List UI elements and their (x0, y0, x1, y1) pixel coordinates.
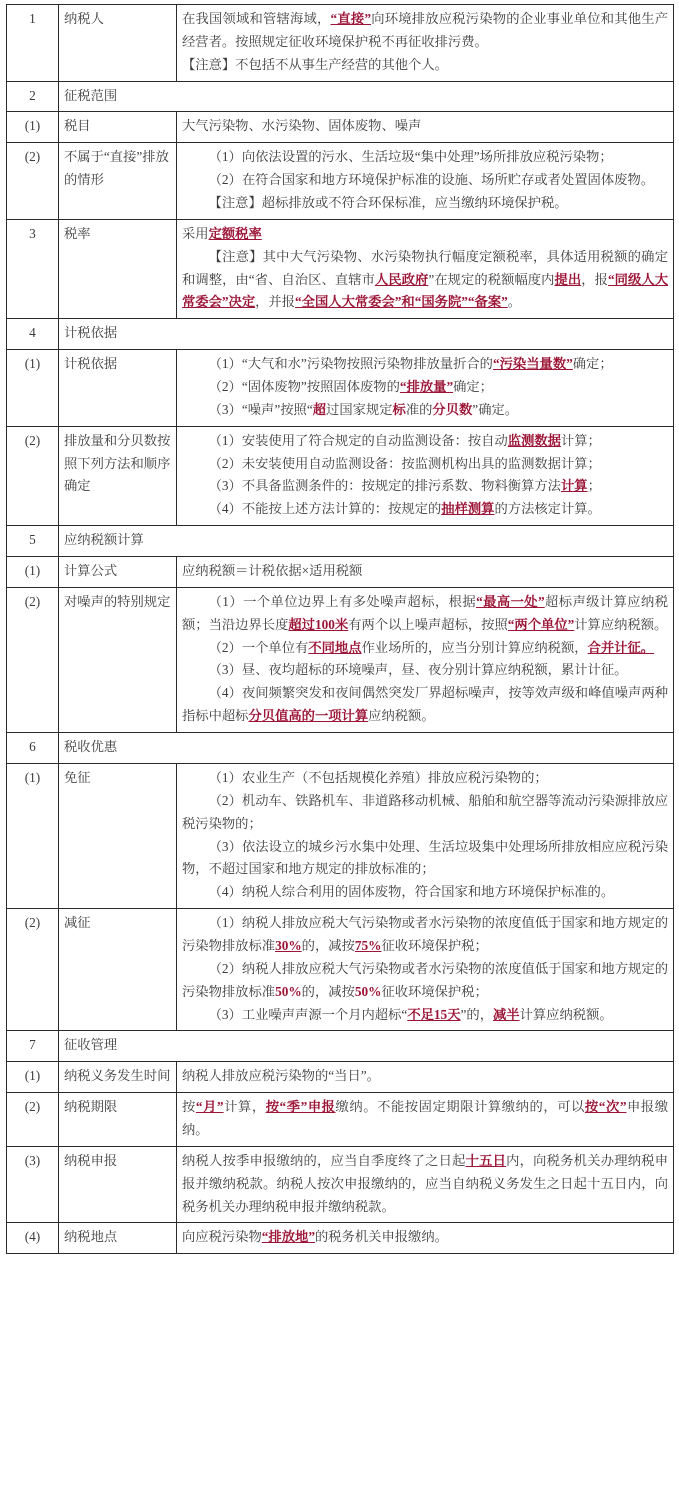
row-content-cell (177, 763, 674, 908)
body-text: （2）纳税人排放应税大气污染物或者水污染物的浓度值低于国家和地方规定的污染物排放标准 (182, 960, 668, 999)
row-label-cell: 纳税人 (59, 5, 177, 82)
content-paragraph (182, 637, 668, 660)
content-paragraph (182, 881, 668, 904)
table-row (7, 426, 674, 525)
row-number-cell: 1 (7, 5, 59, 82)
table-row (7, 1093, 674, 1147)
row-number-cell: (2) (7, 143, 59, 220)
content-paragraph (182, 560, 668, 583)
table-row (7, 587, 674, 732)
table-row (7, 763, 674, 908)
body-text: （1）纳税人排放应税大气污染物或者水污染物的浓度值低于国家和地方规定的污染物排放标准 (182, 915, 668, 953)
body-text: 采用 (182, 225, 209, 241)
body-text: 征收环境保护税； (381, 983, 488, 999)
content-paragraph (182, 659, 668, 682)
row-content-cell (177, 557, 674, 588)
highlight-keyword: “全国人大常委会”和“国务院”“备案” (295, 294, 508, 310)
body-text: ，报 (581, 271, 608, 287)
highlight-keyword: “污染当量数” (492, 356, 573, 372)
body-text: 【注意】其中大气污染物、水污染物执行幅度定额税率，具体适用税额的确定和调整，由“省、自治区、直辖市 (182, 248, 668, 287)
table-row (7, 81, 674, 112)
page-bottom-edge (6, 1254, 673, 1258)
row-content-cell (177, 143, 674, 220)
row-number-cell: (4) (7, 1223, 59, 1254)
body-text: 计算应纳税额。 (519, 1006, 613, 1022)
highlight-keyword: “排放量” (399, 379, 454, 395)
body-text: 的税务机关申报缴纳。 (314, 1229, 448, 1245)
body-text: （2）机动车、铁路机车、非道路移动机械、船舶和航空器等流动污染源排放应税污染物的； (182, 792, 668, 831)
body-text: 计算应纳税额。 (574, 616, 668, 632)
row-number-cell: (1) (7, 1062, 59, 1093)
body-text: （1）安装使用了符合规定的自动监测设备：按自动 (208, 432, 508, 448)
body-text: （2）“固体废物”按照固体废物的 (208, 379, 400, 395)
body-text: 准的 (405, 401, 433, 417)
body-text: 超标声级计算应纳税额；当沿边界长度 (182, 593, 669, 632)
body-text: （1）“大气和水”污染物按照污染物排放量折合的 (208, 356, 493, 372)
content-paragraph (182, 475, 668, 498)
body-text: 向环境排放应税污染物的企业事业单位和其他生产经营者。按照规定征收环境保护税不再征收排污费。 (182, 11, 668, 49)
content-paragraph (182, 1226, 668, 1249)
table-row (7, 526, 674, 557)
content-paragraph (182, 223, 668, 246)
highlight-keyword: 分贝数 (432, 401, 473, 417)
body-text: （3）昼、夜均超标的环境噪声，昼、夜分别计算应纳税额，累计计征。 (208, 662, 628, 678)
section-title-cell: 计税依据 (59, 319, 674, 350)
row-label-cell: 对噪声的特别规定 (59, 587, 177, 732)
row-label-cell: 纳税地点 (59, 1223, 177, 1254)
body-text: 的，减按 (301, 937, 355, 953)
row-number-cell: (2) (7, 909, 59, 1031)
row-number-cell: (1) (7, 112, 59, 143)
body-text: （3）不具备监测条件的：按规定的排污系数、物料衡算方法 (208, 478, 561, 494)
table-row (7, 1223, 674, 1254)
highlight-keyword: 定额税率 (208, 225, 262, 241)
body-text: （3）“噪声”按照“ (208, 401, 313, 417)
content-paragraph (182, 376, 668, 399)
body-text: 申报缴纳。 (182, 1099, 669, 1137)
row-label-cell: 计算公式 (59, 557, 177, 588)
highlight-keyword: 监测数据 (507, 432, 561, 448)
content-paragraph (182, 682, 668, 728)
table-row (7, 112, 674, 143)
row-content-cell (177, 1223, 674, 1254)
section-title-cell: 应纳税额计算 (59, 526, 674, 557)
row-label-cell: 纳税义务发生时间 (59, 1062, 177, 1093)
highlight-keyword: “两个单位” (507, 616, 575, 632)
content-paragraph (182, 790, 668, 836)
row-number-cell: (3) (7, 1146, 59, 1223)
highlight-keyword: 50% (354, 983, 382, 999)
highlight-keyword: 合并计征。 (587, 639, 655, 655)
body-text: 大气污染物、水污染物、固体废物、噪声 (182, 118, 422, 134)
row-content-cell (177, 112, 674, 143)
row-content-cell (177, 5, 674, 82)
body-text: 在我国领域和管辖海域， (182, 11, 331, 26)
body-text: （3）依法设立的城乡污水集中处理、生活垃圾集中处理场所排放相应应税污染物，不超过国家和地方规定的排放标准的； (182, 838, 668, 877)
highlight-keyword: 超 (312, 401, 327, 417)
row-label-cell: 税目 (59, 112, 177, 143)
body-text: ”的， (460, 1006, 493, 1022)
row-number-cell: (1) (7, 557, 59, 588)
highlight-keyword: 超过100米 (288, 616, 349, 632)
body-text: 按 (182, 1099, 196, 1115)
row-content-cell (177, 909, 674, 1031)
row-number-cell: (2) (7, 1093, 59, 1147)
body-text: 【注意】超标排放或不符合环保标准，应当缴纳环境保护税。 (208, 195, 568, 211)
content-paragraph (182, 1096, 668, 1142)
content-paragraph (182, 169, 668, 192)
highlight-keyword: 人民政府 (374, 271, 429, 287)
content-paragraph (182, 192, 668, 215)
row-content-cell (177, 219, 674, 318)
table-row (7, 219, 674, 318)
table-row (7, 319, 674, 350)
content-paragraph (182, 1150, 668, 1219)
body-text: 向应税污染物 (182, 1229, 262, 1245)
highlight-keyword: “直接” (330, 11, 371, 26)
body-text: 计算， (223, 1099, 266, 1115)
table-row (7, 733, 674, 764)
row-label-cell: 计税依据 (59, 350, 177, 427)
content-paragraph (182, 146, 668, 169)
row-content-cell (177, 350, 674, 427)
highlight-keyword: 十五日 (465, 1152, 507, 1168)
content-paragraph (182, 591, 668, 637)
body-text: （2）一个单位有 (208, 639, 309, 655)
body-text: 征收环境保护税； (381, 937, 488, 953)
table-row (7, 1062, 674, 1093)
row-number-cell: 2 (7, 81, 59, 112)
row-label-cell: 排放量和分贝数按照下列方法和顺序确定 (59, 426, 177, 525)
body-text: （1）向依法设置的污水、生活垃圾“集中处理”场所排放应税污染物； (208, 149, 613, 165)
highlight-keyword: 提出 (554, 271, 582, 287)
highlight-keyword: 抽样测算 (441, 501, 495, 517)
section-title-cell: 征税范围 (59, 81, 674, 112)
row-number-cell: 3 (7, 219, 59, 318)
row-number-cell: (1) (7, 763, 59, 908)
row-label-cell: 税率 (59, 219, 177, 318)
row-content-cell (177, 587, 674, 732)
row-number-cell: 7 (7, 1031, 59, 1062)
body-text: ”确定。 (472, 401, 519, 417)
table-row (7, 5, 674, 82)
row-number-cell: (1) (7, 350, 59, 427)
row-content-cell (177, 1146, 674, 1223)
body-text: 纳税人排放应税污染物的“当日”。 (182, 1068, 380, 1084)
body-text: 纳税人按季申报缴纳的，应当自季度终了之日起 (182, 1152, 466, 1168)
row-number-cell: (2) (7, 426, 59, 525)
highlight-keyword: “最高一处” (476, 593, 545, 609)
row-number-cell: 4 (7, 319, 59, 350)
table-row (7, 1031, 674, 1062)
body-text: 内，向税务机关办理纳税申报并缴纳税款。纳税人按次申报缴纳的，应当自纳税义务发生之日起十五日内，向税务机关办理纳税申报并缴纳税款。 (182, 1152, 669, 1214)
content-paragraph (182, 767, 668, 790)
body-text: 过国家规定 (326, 401, 393, 417)
highlight-keyword: 30% (275, 937, 302, 953)
body-text: （1）农业生产（不包括规模化养殖）排放应税污染物的； (208, 769, 548, 785)
row-content-cell (177, 1093, 674, 1147)
content-paragraph (182, 912, 668, 958)
body-text: 确定； (453, 379, 493, 395)
highlight-keyword: “同级人大常委会”决定 (182, 271, 669, 310)
body-text: 。 (507, 294, 522, 310)
highlight-keyword: 减半 (493, 1006, 520, 1022)
body-text: （4）不能按上述方法计算的：按规定的 (208, 501, 442, 517)
content-paragraph (182, 1065, 668, 1088)
body-text: （1）一个单位边界上有多处噪声超标，根据 (208, 593, 477, 609)
content-paragraph (182, 430, 668, 453)
tax-summary-table (6, 4, 674, 1254)
body-text: 作业场所的，应当分别计算应纳税额， (361, 639, 588, 655)
row-label-cell: 免征 (59, 763, 177, 908)
table-row (7, 1146, 674, 1223)
body-text: （4）纳税人综合利用的固体废物，符合国家和地方环境保护标准的。 (208, 884, 615, 900)
highlight-keyword: 75% (354, 937, 382, 953)
content-paragraph (182, 54, 668, 77)
content-paragraph (182, 8, 668, 54)
body-text: 【注意】不包括不从事生产经营的其他个人。 (182, 56, 448, 72)
body-text: （2）未安装使用自动监测设备：按监测机构出具的监测数据计算； (208, 455, 601, 471)
body-text: ，并报 (255, 294, 296, 310)
content-paragraph (182, 453, 668, 476)
row-content-cell (177, 1062, 674, 1093)
row-content-cell (177, 426, 674, 525)
table-row (7, 557, 674, 588)
content-paragraph (182, 115, 668, 138)
row-label-cell: 纳税申报 (59, 1146, 177, 1223)
body-text: 应纳税额。 (368, 708, 435, 724)
content-paragraph (182, 1004, 668, 1027)
row-label-cell: 不属于“直接”排放的情形 (59, 143, 177, 220)
content-paragraph (182, 836, 668, 882)
table-row (7, 350, 674, 427)
body-text: （4）夜间频繁突发和夜间偶然突发厂界超标噪声，按等效声级和峰值噪声两种指标中超标 (182, 685, 668, 724)
body-text: 缴纳。不能按固定期限计算缴纳的，可以 (335, 1099, 585, 1115)
body-text: 的，减按 (301, 983, 355, 999)
row-number-cell: 5 (7, 526, 59, 557)
highlight-keyword: 标 (392, 401, 406, 417)
table-row (7, 143, 674, 220)
content-paragraph (182, 399, 668, 422)
body-text: 有两个以上噪声超标，按照 (348, 616, 508, 632)
row-number-cell: 6 (7, 733, 59, 764)
content-paragraph (182, 246, 668, 315)
body-text: （3）工业噪声声源一个月内超标“ (208, 1006, 408, 1022)
highlight-keyword: “月” (195, 1099, 224, 1115)
highlight-keyword: 不足15天 (407, 1006, 461, 1022)
body-text: ”在规定的税额幅度内 (428, 271, 555, 287)
row-label-cell: 纳税期限 (59, 1093, 177, 1147)
body-text: 计算； (560, 432, 601, 448)
highlight-keyword: 50% (275, 983, 302, 999)
body-text: （2）在符合国家和地方环境保护标准的设施、场所贮存或者处置固体废物。 (208, 172, 655, 188)
content-paragraph (182, 498, 668, 521)
highlight-keyword: 按“季”申报 (265, 1099, 336, 1115)
highlight-keyword: 计算 (560, 478, 588, 494)
body-text: 应纳税额＝计税依据×适用税额 (182, 563, 363, 579)
row-label-cell: 减征 (59, 909, 177, 1031)
content-paragraph (182, 958, 668, 1004)
row-number-cell: (2) (7, 587, 59, 732)
highlight-keyword: 分贝值高的一项计算 (248, 708, 369, 724)
body-text: ； (587, 478, 601, 494)
body-text: 的方法核定计算。 (494, 501, 601, 517)
section-title-cell: 税收优惠 (59, 733, 674, 764)
highlight-keyword: 按“次” (584, 1099, 627, 1115)
highlight-keyword: 不同地点 (308, 639, 362, 655)
body-text: 确定； (572, 356, 613, 372)
section-title-cell: 征收管理 (59, 1031, 674, 1062)
table-row (7, 909, 674, 1031)
table-body (7, 5, 674, 1254)
content-paragraph (182, 353, 668, 376)
highlight-keyword: “排放地” (261, 1229, 315, 1245)
